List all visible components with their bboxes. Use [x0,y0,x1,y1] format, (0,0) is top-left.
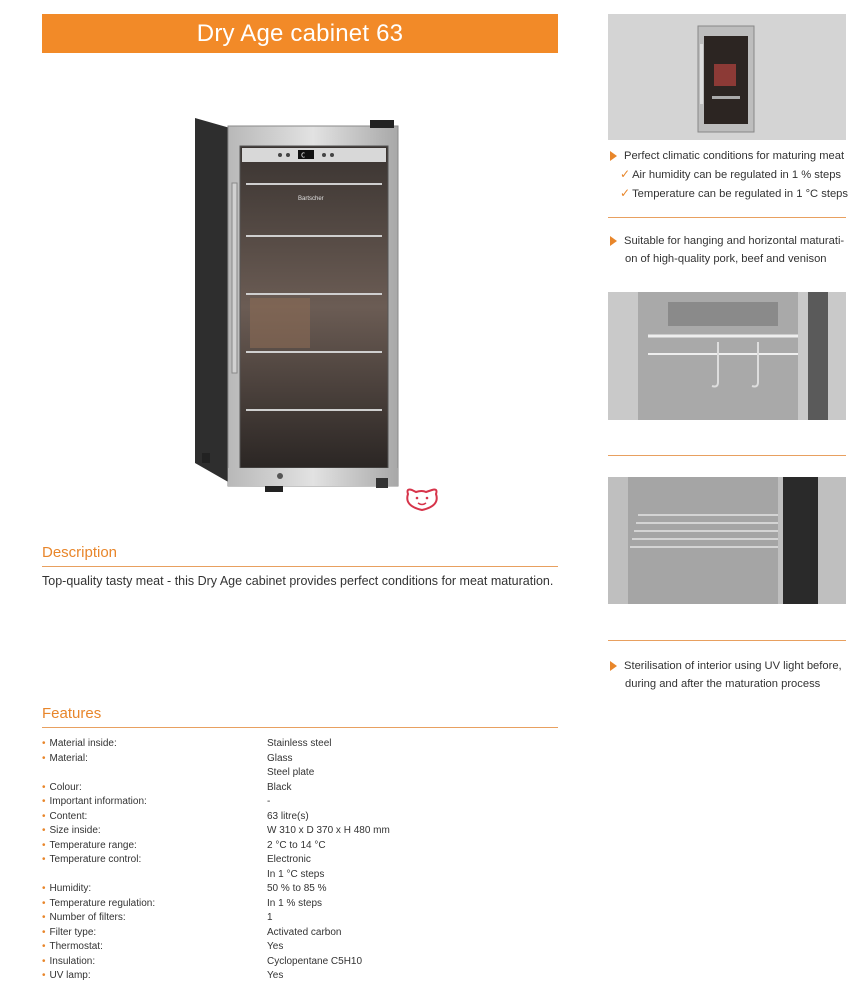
bullet-icon: • [42,810,46,822]
feature-label: • Material: [42,752,88,764]
feature-row [42,752,562,767]
divider [608,455,846,456]
feature-row [42,781,562,796]
bullet-icon: • [42,854,46,865]
arrow-icon [610,236,617,246]
feature-label: • Colour: [42,781,82,793]
thumbnail-interior-rail [608,292,846,420]
feature-label: • Number of filters: [42,912,126,923]
feature-value: Cyclopentane C5H10 [267,955,363,967]
feature-row [42,737,562,752]
thumbnail-cabinet [608,14,846,140]
bullet-icon: • [42,781,46,793]
feature-row [42,795,562,810]
bullet-icon: • [42,955,46,967]
brand-label: Bartscher [298,196,324,202]
feature-row [42,839,562,854]
checkmark-icon: ✓ [620,167,631,181]
feature-label: • Thermostat: [42,941,103,952]
feature-value: Glass [267,752,293,764]
thumbnail-interior-shelf [608,477,846,604]
feature-value: Stainless steel [267,738,332,749]
checkmark-icon: ✓ [620,186,631,200]
arrow-icon [610,151,617,161]
feature-row [42,824,562,839]
feature-value: Activated carbon [267,926,342,938]
feature-label: • Important information: [42,796,147,807]
feature-value: In 1 °C steps [267,868,325,880]
feature-value: Black [267,781,292,793]
feature-point-uv: Sterilisation of interior using UV light before, during and after the maturation process [610,657,850,693]
divider [608,640,846,641]
feature-row [42,911,562,926]
bullet-icon: • [42,883,46,894]
description-text: Top-quality tasty meat - this Dry Age cabinet provides perfect conditions for meat maturation. [42,574,554,588]
feature-value: 2 °C to 14 °C [267,839,326,851]
feature-point-hanging: Suitable for hanging and horizontal maturati- on of high-quality pork, beef and venison [610,232,850,268]
arrow-icon [610,661,617,671]
feature-value: Steel plate [267,767,315,778]
bullet-icon: • [42,926,46,938]
feature-row [42,810,562,825]
features-heading: Features [42,705,558,728]
feature-value: Yes [267,941,284,952]
feature-row [42,955,562,970]
feature-value: W 310 x D 370 x H 480 mm [267,825,390,836]
features-list [42,737,562,984]
bullet-icon: • [42,912,46,923]
feature-label: • Temperature regulation: [42,897,156,909]
bullet-icon: • [42,738,46,749]
feature-value: In 1 % steps [267,897,323,909]
bullet-icon: • [42,825,46,836]
feature-value: 50 % to 85 % [267,883,327,894]
product-image [180,108,480,518]
feature-value: 1 [267,912,273,923]
feature-value: Yes [267,970,284,981]
feature-label: • Material inside: [42,738,117,749]
feature-label: • Filter type: [42,926,97,938]
feature-row [42,897,562,912]
page-title: Dry Age cabinet 63 [42,14,558,53]
bullet-icon: • [42,941,46,952]
feature-row [42,853,562,868]
feature-label: • Size inside: [42,825,101,836]
feature-value: - [267,796,271,807]
feature-label: • Content: [42,810,88,822]
bullet-icon: • [42,752,46,764]
feature-label: • Temperature control: [42,854,142,865]
bullet-icon: • [42,897,46,909]
feature-row [42,882,562,897]
feature-label: • Temperature range: [42,839,137,851]
bullet-icon: • [42,796,46,807]
feature-point-climate: Perfect climatic conditions for maturing meat ✓ Air humidity can be regulated in 1 % steps ✓ Temperature can be regulated in 1 °C steps [610,147,850,203]
display-readout: C [301,151,306,160]
feature-row [42,926,562,941]
feature-row [42,868,562,883]
feature-label: • UV lamp: [42,970,91,981]
description-heading: Description [42,544,558,567]
feature-value: Electronic [267,854,311,865]
feature-label: • Humidity: [42,883,92,894]
feature-row [42,969,562,984]
feature-row [42,940,562,955]
bullet-icon: • [42,970,46,981]
bullet-icon: • [42,839,46,851]
divider [608,217,846,218]
feature-label: • Insulation: [42,955,96,967]
feature-value: 63 litre(s) [267,810,309,822]
feature-row [42,766,562,781]
